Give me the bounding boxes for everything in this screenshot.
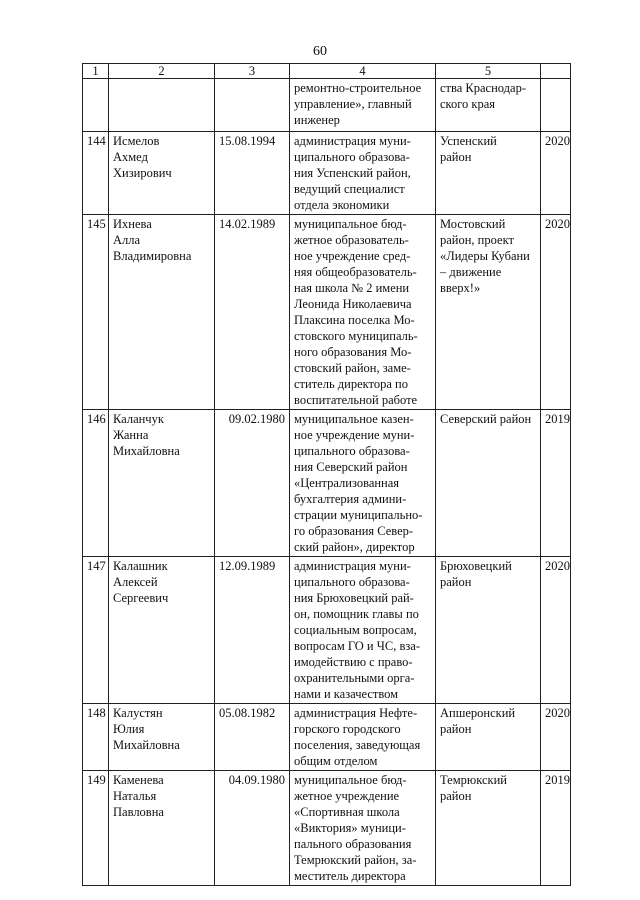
- table-row: [83, 410, 571, 557]
- position: муниципальное бюд- жетное учреждение «Спортивная школа «Виктория» муници- пального образования Темрюкский район, за- меститель директора: [290, 771, 436, 886]
- row-number: 147: [83, 557, 109, 704]
- region: Темрюкский район: [436, 771, 541, 886]
- year: 2020: [541, 704, 571, 771]
- position: администрация Нефте- горского городского поселения, заведующая общим отделом: [290, 704, 436, 771]
- row-number: [83, 79, 109, 132]
- row-number: 148: [83, 704, 109, 771]
- row-number: 145: [83, 215, 109, 410]
- year: 2020: [541, 132, 571, 215]
- col-header-3: 3: [215, 64, 290, 79]
- row-number: 146: [83, 410, 109, 557]
- year: 2019: [541, 771, 571, 886]
- table-body: [83, 79, 571, 886]
- page-number: 60: [313, 44, 327, 59]
- col-header-1: 1: [83, 64, 109, 79]
- region: Северский район: [436, 410, 541, 557]
- table-row: [83, 771, 571, 886]
- year: 2019: [541, 410, 571, 557]
- birth-date: [215, 79, 290, 132]
- birth-date: 09.02.1980: [215, 410, 290, 557]
- region: Апшеронский район: [436, 704, 541, 771]
- table-row: [83, 704, 571, 771]
- year: 2020: [541, 215, 571, 410]
- person-name: Калустян Юлия Михайловна: [109, 704, 215, 771]
- table-header: [83, 64, 571, 79]
- birth-date: 15.08.1994: [215, 132, 290, 215]
- person-name: Каланчук Жанна Михайловна: [109, 410, 215, 557]
- col-header-5: 5: [436, 64, 541, 79]
- person-name: Исмелов Ахмед Хизирович: [109, 132, 215, 215]
- col-header-6: [541, 64, 571, 79]
- year: [541, 79, 571, 132]
- col-header-2: 2: [109, 64, 215, 79]
- birth-date: 04.09.1980: [215, 771, 290, 886]
- year: 2020: [541, 557, 571, 704]
- region: Успенский район: [436, 132, 541, 215]
- birth-date: 14.02.1989: [215, 215, 290, 410]
- birth-date: 12.09.1989: [215, 557, 290, 704]
- region: Брюховецкий район: [436, 557, 541, 704]
- table-row: [83, 79, 571, 132]
- position: муниципальное казен- ное учреждение муни- ципального образова- ния Северский район «Централизованная бухгалтерия админи- страции муниципально- го образования Север- ский район», директор: [290, 410, 436, 557]
- position: администрация муни- ципального образова- ния Брюховецкий рай- он, помощник главы по социальным вопросам, вопросам ГО и ЧС, вза- имодействию с право- охранительными орга- нами и казачеством: [290, 557, 436, 704]
- region: Мостовский район, проект «Лидеры Кубани – движение вверх!»: [436, 215, 541, 410]
- position: муниципальное бюд- жетное образователь- ное учреждение сред- няя общеобразователь- ная школа № 2 имени Леонида Николаевича Плаксина поселка Мо- стовского муниципаль- ного образования Мо- стовский район, замe- ститель директора по воспитательной работе: [290, 215, 436, 410]
- row-number: 149: [83, 771, 109, 886]
- person-name: Калашник Алексей Сергеевич: [109, 557, 215, 704]
- region: ства Краснодар- ского края: [436, 79, 541, 132]
- person-name: [109, 79, 215, 132]
- birth-date: 05.08.1982: [215, 704, 290, 771]
- position: администрация муни- ципального образова- ния Успенский район, ведущий специалист отдела экономики: [290, 132, 436, 215]
- table-row: [83, 215, 571, 410]
- col-header-4: 4: [290, 64, 436, 79]
- table-row: [83, 132, 571, 215]
- table-row: [83, 557, 571, 704]
- personnel-table: [82, 63, 571, 886]
- header-row: [83, 64, 571, 79]
- position: ремонтно-строительное управление», главный инженер: [290, 79, 436, 132]
- person-name: Каменева Наталья Павловна: [109, 771, 215, 886]
- row-number: 144: [83, 132, 109, 215]
- person-name: Ихнева Алла Владимировна: [109, 215, 215, 410]
